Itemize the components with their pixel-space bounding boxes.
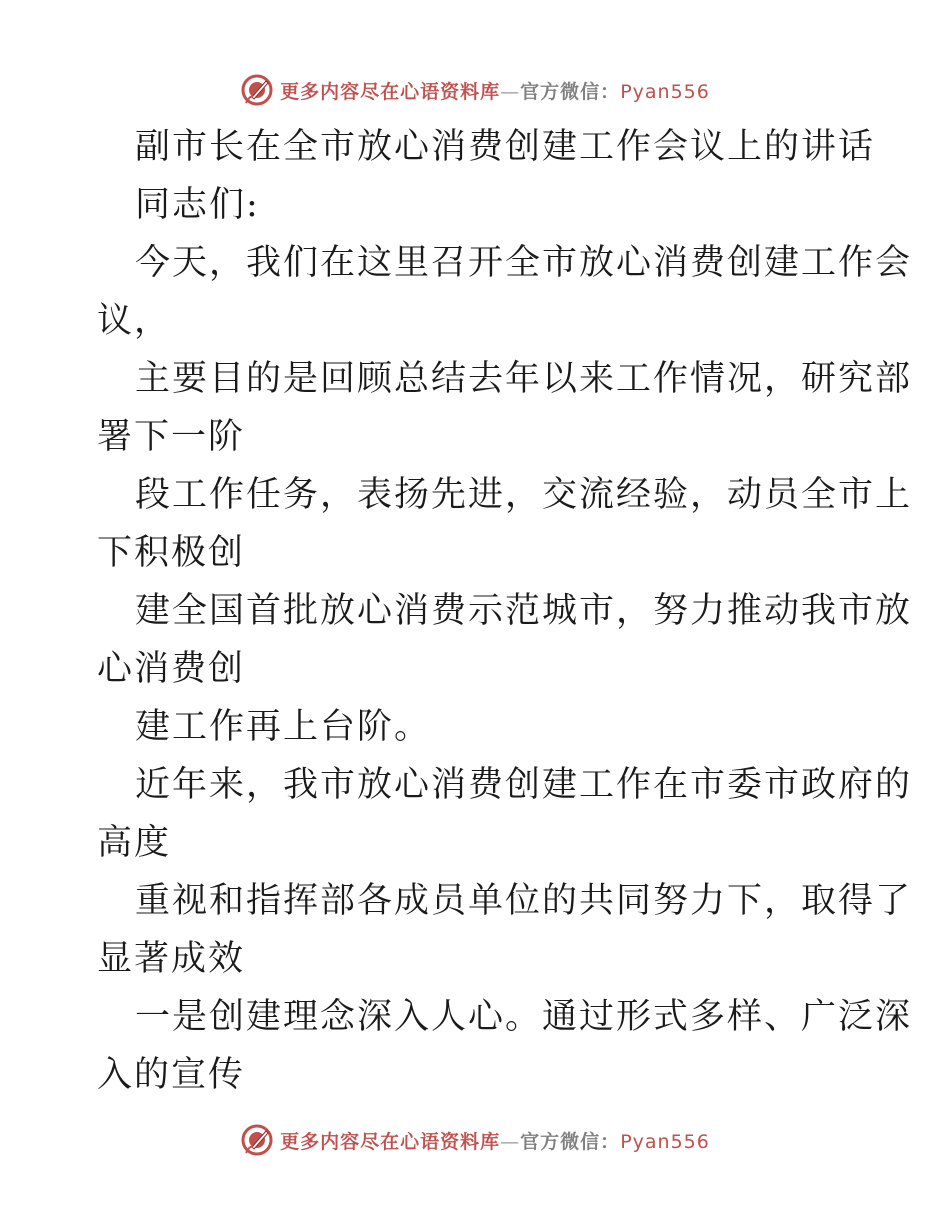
footer-banner (0, 1120, 950, 1160)
paragraph-line: 重视和指挥部各成员单位的共同努力下，取得了 (135, 881, 913, 921)
document-body (97, 118, 913, 1104)
paragraph-line: 署下一阶 (97, 417, 246, 457)
paragraph-line: 议， (97, 301, 172, 341)
banner-wechat-id: Pyan556 (620, 1130, 710, 1153)
paragraph-line: 段工作任务，表扬先进，交流经验，动员全市上 (135, 475, 913, 515)
paragraph-line: 显著成效 (97, 939, 246, 979)
paragraph-line: 一是创建理念深入人心。通过形式多样、广泛深 (135, 997, 913, 1037)
document-title: 副市长在全市放心消费创建工作会议上的讲话 (135, 127, 876, 167)
paragraph-line: 高度 (97, 823, 172, 863)
paragraph-line: 下积极创 (97, 533, 246, 573)
banner-separator: — (500, 80, 521, 103)
paragraph-line: 近年来，我市放心消费创建工作在市委市政府的 (135, 765, 913, 805)
banner-text (280, 1127, 710, 1154)
banner-wechat-label: 官方微信： (520, 80, 621, 103)
banner-wechat-id: Pyan556 (620, 80, 710, 103)
paragraph-line: 入的宣传 (97, 1055, 246, 1095)
banner-separator: — (500, 1130, 521, 1153)
paragraph-line: 同志们: (135, 185, 260, 225)
pen-logo-icon (240, 73, 274, 107)
paragraph-line: 主要目的是回顾总结去年以来工作情况，研究部 (135, 359, 913, 399)
paragraph-line: 建工作再上台阶。 (135, 707, 432, 747)
header-banner (0, 70, 950, 110)
banner-text (280, 77, 710, 104)
banner-site-text: 更多内容尽在心语资料库 (280, 1130, 501, 1153)
paragraph-line: 心消费创 (97, 649, 246, 689)
paragraph-line: 今天，我们在这里召开全市放心消费创建工作会 (135, 243, 913, 283)
banner-site-text: 更多内容尽在心语资料库 (280, 80, 501, 103)
pen-logo-icon (240, 1123, 274, 1157)
paragraph-line: 建全国首批放心消费示范城市，努力推动我市放 (135, 591, 913, 631)
banner-wechat-label: 官方微信： (520, 1130, 621, 1153)
